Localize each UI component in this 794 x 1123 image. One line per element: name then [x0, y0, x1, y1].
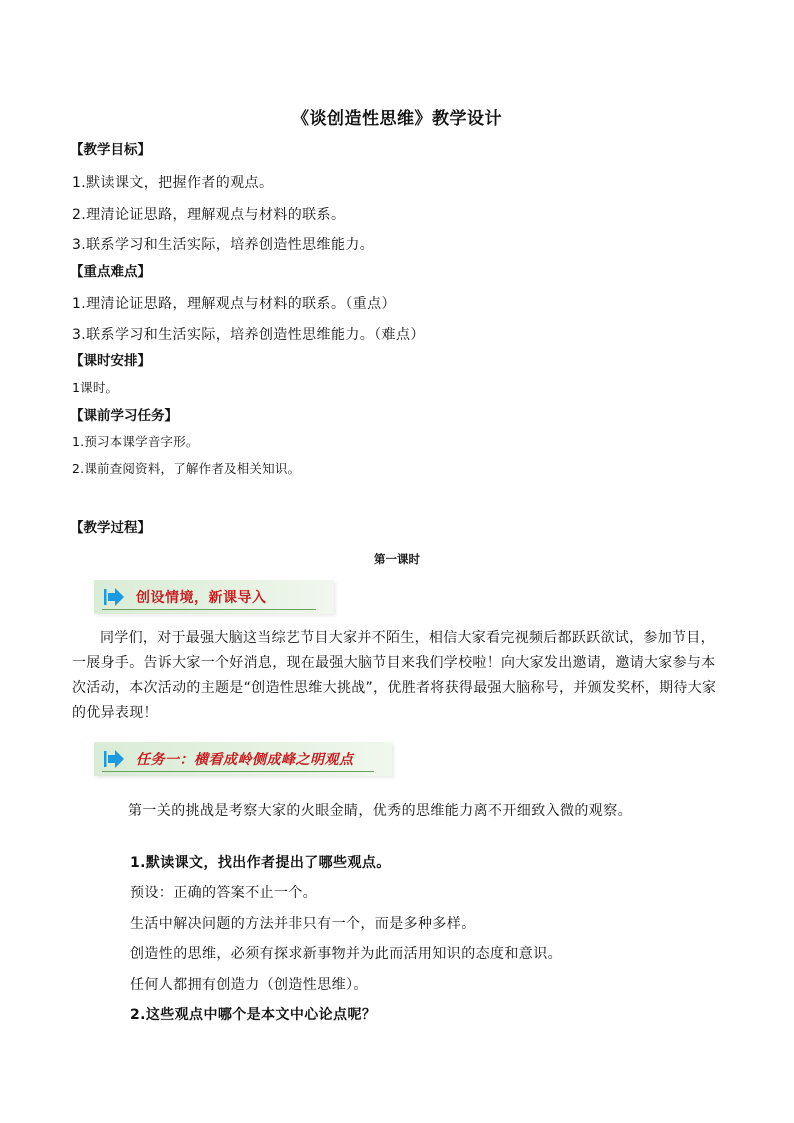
question-2: 2.这些观点中哪个是本文中心论点呢？ — [130, 1007, 377, 1023]
schedule-text: 1课时。 — [72, 380, 119, 395]
objective-item: 2.理清论证思路，理解观点与材料的联系。 — [72, 207, 346, 223]
banner-underline — [102, 609, 316, 610]
intro-paragraph — [72, 626, 722, 726]
banner-intro-label: 创设情境，新课导入 — [136, 590, 267, 606]
banner-task1-label: 任务一：横看成岭侧成峰之明观点 — [136, 752, 354, 768]
key-point-item: 3.联系学习和生活实际，培养创造性思维能力。（难点） — [72, 327, 425, 343]
answer-item: 任何人都拥有创造力（创造性思维）。 — [130, 977, 368, 993]
heading-process: 【教学过程】 — [70, 520, 151, 536]
section-banner-task1 — [94, 742, 392, 776]
task1-intro: 第一关的挑战是考察大家的火眼金睛，优秀的思维能力离不开细致入微的观察。 — [128, 803, 632, 819]
answer-item: 预设：正确的答案不止一个。 — [130, 885, 318, 901]
heading-key-points: 【重点难点】 — [70, 264, 151, 280]
answer-item: 创造性的思维，必须有探求新事物并为此而活用知识的态度和意识。 — [130, 946, 562, 962]
intro-paragraph-text: 同学们，对于最强大脑这当综艺节目大家并不陌生，相信大家看完视频后都跃跃欲试，参加节目，一展身手。告诉大家一个好消息，现在最强大脑节目来我们学校啦！向大家发出邀请，邀请大家参与本次活动，本次活动的主题是“创造性思维大挑战”，优胜者将获得最强大脑称号，并颁发奖杯，期待大家的优异表现！ — [72, 630, 717, 721]
heading-prestudy: 【课前学习任务】 — [70, 408, 178, 424]
arrow-right-icon — [104, 588, 124, 606]
banner-underline — [102, 771, 374, 772]
lesson-label: 第一课时 — [374, 552, 420, 566]
heading-objectives: 【教学目标】 — [70, 142, 151, 158]
arrow-right-icon — [104, 750, 124, 768]
objective-item: 3.联系学习和生活实际，培养创造性思维能力。 — [72, 237, 375, 253]
page-title: 《谈创造性思维》教学设计 — [292, 109, 502, 129]
prestudy-item: 2.课前查阅资料，了解作者及相关知识。 — [72, 461, 301, 476]
key-point-item: 1.理清论证思路，理解观点与材料的联系。（重点） — [72, 296, 396, 312]
section-banner-intro — [94, 580, 334, 614]
answer-item: 生活中解决问题的方法并非只有一个，而是多种多样。 — [130, 916, 476, 932]
question-1: 1.默读课文，找出作者提出了哪些观点。 — [130, 855, 391, 871]
prestudy-item: 1.预习本课学音字形。 — [72, 434, 199, 449]
heading-schedule: 【课时安排】 — [70, 353, 151, 369]
objective-item: 1.默读课文，把握作者的观点。 — [72, 175, 274, 191]
